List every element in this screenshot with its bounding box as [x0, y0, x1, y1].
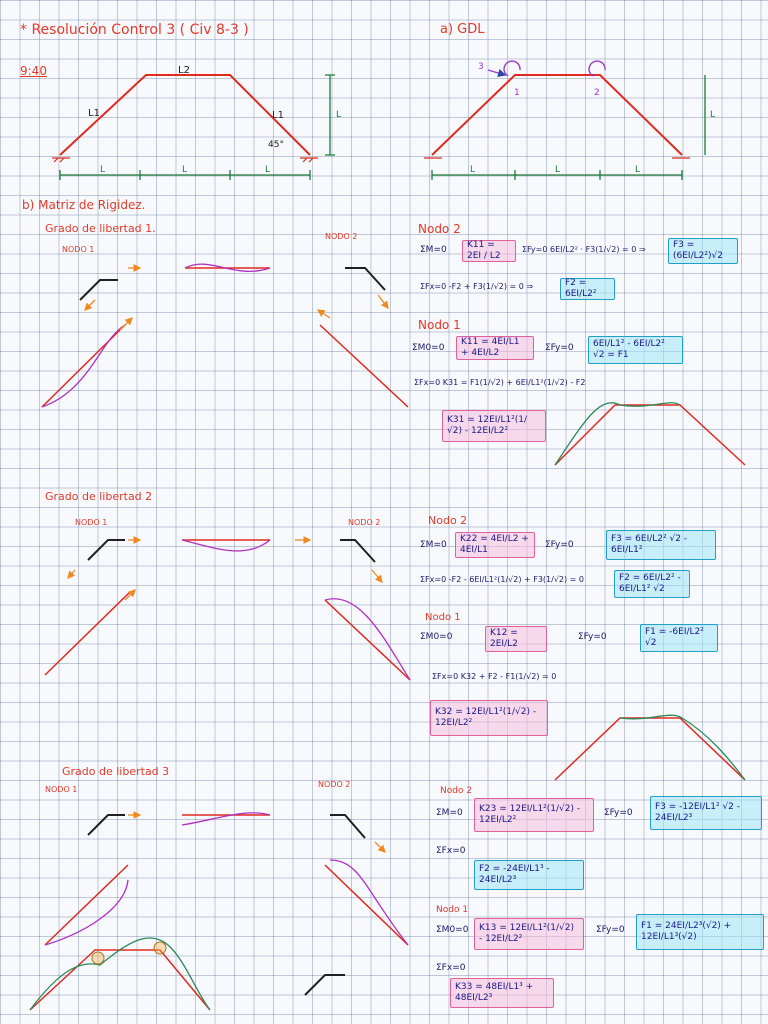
g1-n1-sum-fx: ΣFx=0 K31 = F1(1/√2) + 6EI/L1²(1/√2) - F2 [414, 378, 586, 387]
gdl1-beam [185, 264, 270, 271]
g3-f2-box: F2 = -24EI/L1³ - 24EI/L2³ [474, 860, 584, 890]
dim-l-3: L [265, 165, 271, 175]
page-title: * Resolución Control 3 ( Civ 8-3 ) [20, 22, 249, 38]
gdl3-node2 [330, 815, 365, 838]
node2-label-g3: NODO 2 [318, 780, 351, 789]
g3-n1-sum-fy: ΣFy=0 [596, 925, 625, 935]
g1-f2-box: F2 = 6EI/L2² [560, 278, 615, 300]
gdl1-node2 [345, 268, 385, 290]
dof1-title: Grado de libertad 1. [45, 222, 156, 235]
g2-n2-sum-fx: ΣFx=0 -F2 - 6EI/L1²(1/√2) + F3(1/√2) = 0 [420, 575, 585, 584]
g2-n1-sum-m: ΣM0=0 [420, 632, 453, 642]
dim-l-1: L [100, 165, 106, 175]
gdl2-beam [182, 540, 270, 551]
g1-k31-box: K31 = 12EI/L1²(1/√2) - 12EI/L2² [442, 410, 546, 442]
section-b-title: b) Matriz de Rigidez. [22, 198, 146, 212]
g2-n1-sum-fx: ΣFx=0 K32 + F2 - F1(1/√2) = 0 [432, 672, 557, 681]
g3-k33-box: K33 = 48EI/L1³ + 48EI/L2³ [450, 978, 554, 1008]
nodo2-heading-g1: Nodo 2 [418, 222, 461, 236]
gdl3-beam [182, 813, 270, 825]
gdl3-deformed-frame [30, 938, 210, 1010]
g3-n2-sum-m: ΣM=0 [436, 808, 463, 818]
nodo1-heading-g3: Nodo 1 [436, 905, 469, 915]
gdl1-column-left [42, 325, 125, 407]
g3-n1-sum-fx: ΣFx=0 [436, 963, 466, 973]
supports-original [52, 158, 318, 162]
gdl-label-2: 2 [594, 88, 600, 98]
dof2-title: Grado de libertad 2 [45, 490, 153, 503]
nodo1-heading-g1: Nodo 1 [418, 318, 461, 332]
label-l2-top: L2 [178, 65, 190, 76]
g3-f1-box: F1 = 24EI/L2³(√2) + 12EI/L1³(√2) [636, 914, 764, 950]
nodo2-heading-g2: Nodo 2 [428, 514, 468, 527]
g2-n1-sum-fy: ΣFy=0 [578, 632, 607, 642]
gdl1-column-right [320, 325, 408, 407]
g3-n2-sum-fx: ΣFx=0 [436, 846, 466, 856]
dim-l-6: L [635, 165, 641, 175]
g3-f3-box: F3 = -12EI/L1² √2 - 24EI/L2³ [650, 796, 762, 830]
gdl-arrows [488, 61, 605, 76]
time-note: 9:40 [20, 64, 47, 78]
dim-l-vertical-2: L [710, 110, 716, 120]
gdl3-column-left [45, 865, 128, 945]
g1-n2-sum-fy: ΣFy=0 6EI/L2² · F3(1/√2) = 0 ⇒ [522, 245, 646, 254]
nodo1-heading-g2: Nodo 1 [425, 612, 461, 623]
g2-f2-box: F2 = 6EI/L2² - 6EI/L1² √2 [614, 570, 690, 598]
node2-label-g1: NODO 2 [325, 232, 358, 241]
gdl-label-3: 3 [478, 62, 484, 72]
gdl-label-1: 1 [514, 88, 520, 98]
gdl3-node1-bottom [305, 975, 345, 995]
g1-n1-sum-m: ΣM0=0 [412, 343, 445, 353]
gdl2-node1 [88, 540, 125, 560]
nodo2-heading-g3: Nodo 2 [440, 786, 473, 796]
gdl1-deformed-frame [555, 403, 745, 465]
gdl2-deformed-frame [555, 715, 745, 780]
node1-label-g3: NODO 1 [45, 785, 78, 794]
g3-n1-sum-m: ΣM0=0 [436, 925, 469, 935]
g2-n2-sum-fy: ΣFy=0 [545, 540, 574, 550]
dof3-title: Grado de libertad 3 [62, 765, 170, 778]
node1-label-g1: NODO 1 [62, 245, 95, 254]
gdl2-column-left [45, 592, 130, 675]
dim-l-4: L [470, 165, 476, 175]
node2-label-g2: NODO 2 [348, 518, 381, 527]
gdl2-column-right [325, 599, 410, 680]
g3-k13-box: K13 = 12EI/L1²(1/√2) - 12EI/L2² [474, 918, 584, 950]
dim-l-5: L [555, 165, 561, 175]
g3-n2-sum-fy: ΣFy=0 [604, 808, 633, 818]
node1-label-g2: NODO 1 [75, 518, 108, 527]
g1-k11-n1-box: K11 = 4EI/L1 + 4EI/L2 [456, 336, 534, 360]
g2-k32-box: K32 = 12EI/L1²(1/√2) - 12EI/L2² [430, 700, 548, 736]
g2-f1-box: F1 = -6EI/L2² √2 [640, 624, 718, 652]
section-a-title: a) GDL [440, 22, 485, 37]
label-l1-right: L1 [272, 110, 284, 121]
g1-n1-sum-fy: ΣFy=0 [545, 343, 574, 353]
g1-f3-box: F3 = (6EI/L2²)√2 [668, 238, 738, 264]
gdl1-node1 [80, 280, 118, 300]
g2-n2-sum-m: ΣM=0 [420, 540, 447, 550]
g3-k23-box: K23 = 12EI/L1²(1/√2) - 12EI/L2² [474, 798, 594, 832]
g1-k11-n2-box: K11 = 2EI / L2 [462, 240, 516, 262]
gdl2-node2 [340, 540, 375, 562]
dim-l-2: L [182, 165, 188, 175]
g1-f1-box: 6EI/L1² - 6EI/L2² √2 = F1 [588, 336, 683, 364]
g2-k22-box: K22 = 4EI/L2 + 4EI/L1 [455, 532, 535, 558]
label-angle: 45° [268, 140, 284, 150]
g2-k12-box: K12 = 2EI/L2 [485, 626, 547, 652]
label-l1-left: L1 [88, 108, 100, 119]
frame-gdl [432, 75, 682, 155]
dim-l-vertical: L [336, 110, 342, 120]
g1-n2-sum-m: ΣM=0 [420, 245, 447, 255]
g2-f3-box: F3 = 6EI/L2² √2 - 6EI/L1² [606, 530, 716, 560]
gdl3-node1 [88, 815, 125, 835]
gdl3-column-right [325, 860, 408, 945]
g1-n2-sum-fx: ΣFx=0 -F2 + F3(1/√2) = 0 ⇒ [420, 282, 534, 291]
